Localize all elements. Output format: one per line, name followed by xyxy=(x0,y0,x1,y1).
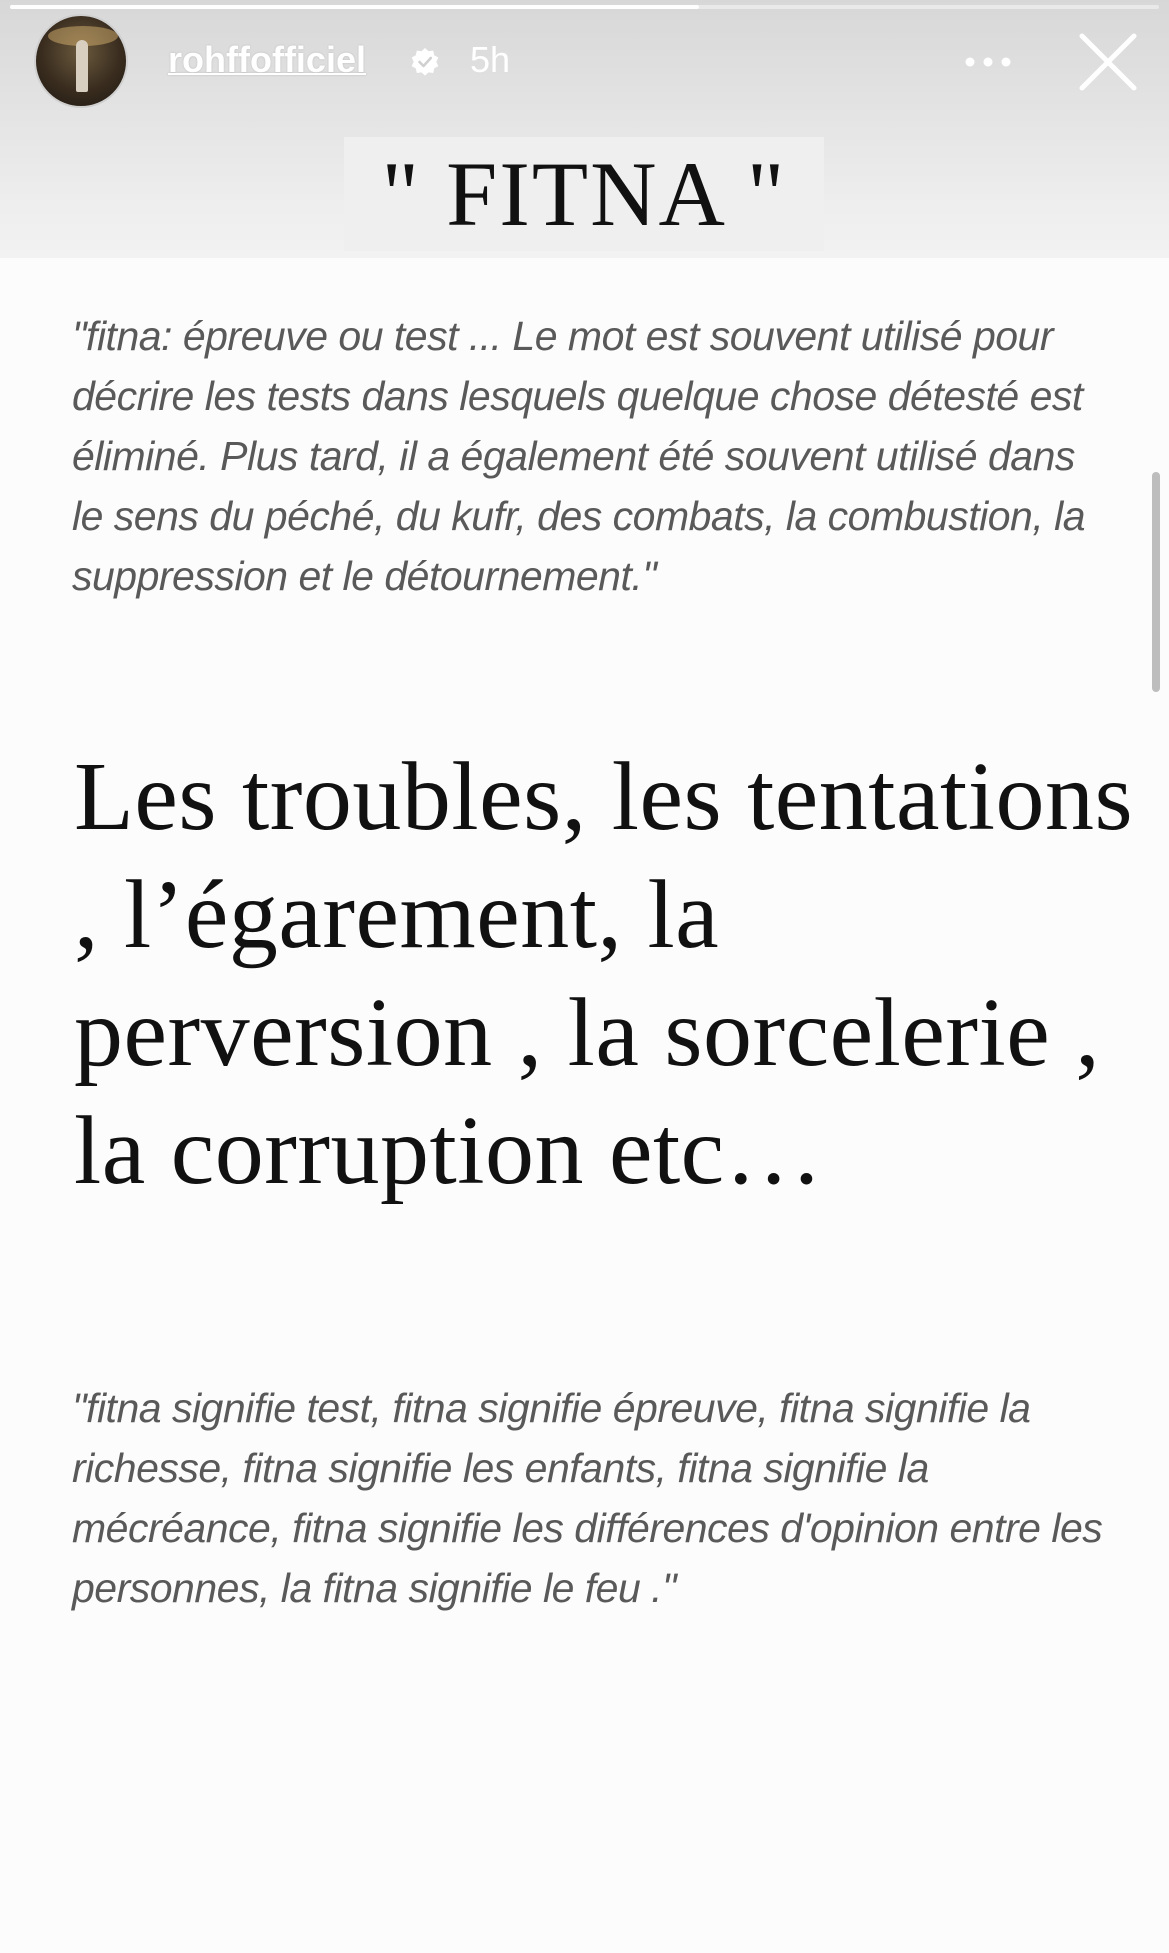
avatar-figure xyxy=(76,40,88,92)
page-title: " FITNA " xyxy=(381,143,787,245)
story-username[interactable]: rohffofficiel xyxy=(168,39,366,80)
story-timestamp: 5h xyxy=(470,39,511,80)
more-options-icon[interactable] xyxy=(962,44,1014,80)
main-heading: Les troubles, les tentations , l’égarement, la perversion , la sorcelerie , la corruption etc… xyxy=(74,743,1134,1205)
story-progress-bar xyxy=(10,5,1159,9)
title-banner xyxy=(344,137,824,251)
story-progress-fill xyxy=(10,5,699,9)
verified-badge-icon xyxy=(410,47,440,77)
profile-avatar[interactable] xyxy=(34,14,128,108)
scroll-indicator[interactable] xyxy=(1152,472,1160,692)
meaning-quote: "fitna signifie test, fitna signifie épreuve, fitna signifie la richesse, fitna signifie les enfants, fitna signifie la mécréance, fitna signifie les différences d'opinion entre les personnes, la fitna signifie le feu ." xyxy=(72,1385,1103,1611)
definition-quote: "fitna: épreuve ou test ... Le mot est souvent utilisé pour décrire les tests dans lesquels quelque chose détesté est éliminé. Plus tard, il a également été souvent utilisé dans le sens du péché, du kufr, des combats, la combustion, la suppression et le détournement." xyxy=(72,313,1086,599)
close-icon[interactable] xyxy=(1076,30,1140,94)
